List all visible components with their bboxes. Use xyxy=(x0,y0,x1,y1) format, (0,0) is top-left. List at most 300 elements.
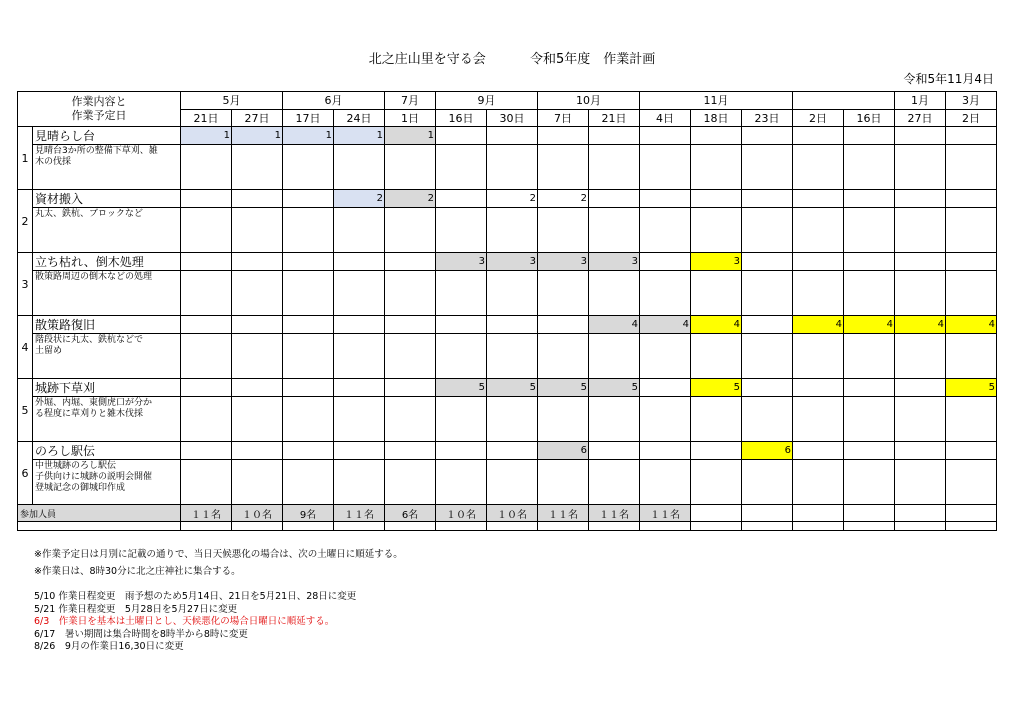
empty-cell xyxy=(283,460,334,505)
schedule-cell xyxy=(181,253,232,271)
schedule-cell: 5 xyxy=(538,379,589,397)
task-description-line: 外堀、内堀、東側虎口が分か xyxy=(35,398,153,408)
empty-cell xyxy=(589,397,640,442)
empty-cell xyxy=(283,334,334,379)
empty-cell xyxy=(844,460,895,505)
plan-title: 令和5年度 作業計画 xyxy=(529,52,656,67)
day-header: 7日 xyxy=(538,109,589,127)
empty-cell xyxy=(946,145,997,190)
empty-cell xyxy=(283,397,334,442)
task-title: 資材搬入 xyxy=(33,190,181,208)
schedule-cell xyxy=(334,442,385,460)
schedule-cell xyxy=(742,253,793,271)
empty-cell xyxy=(385,460,436,505)
month-header: 11月 xyxy=(640,92,793,110)
schedule-cell xyxy=(436,442,487,460)
empty-cell xyxy=(946,334,997,379)
change-log xyxy=(34,591,356,654)
schedule-cell: 5 xyxy=(436,379,487,397)
empty-cell xyxy=(385,522,436,531)
schedule-cell: 1 xyxy=(283,127,334,145)
change-line: 6/17 暑い期間は集合時間を8時半から8時に変更 xyxy=(34,628,248,640)
empty-cell xyxy=(283,145,334,190)
day-header: 4日 xyxy=(640,109,691,127)
schedule-cell: 4 xyxy=(640,316,691,334)
schedule-cell xyxy=(793,442,844,460)
task-description-line: る程度に草刈りと雑木伐採 xyxy=(35,409,144,419)
schedule-cell xyxy=(283,379,334,397)
attendance-label: 参加人員 xyxy=(18,505,181,522)
empty-cell xyxy=(691,145,742,190)
day-header: 16日 xyxy=(436,109,487,127)
task-title: 散策路復旧 xyxy=(33,316,181,334)
empty-cell xyxy=(589,460,640,505)
schedule-cell xyxy=(946,442,997,460)
empty-cell xyxy=(844,522,895,531)
schedule-cell xyxy=(385,442,436,460)
empty-cell xyxy=(334,208,385,253)
task-description xyxy=(33,334,181,379)
empty-cell xyxy=(793,522,844,531)
attendance-count: 9名 xyxy=(283,505,334,522)
empty-cell xyxy=(232,208,283,253)
empty-cell xyxy=(436,460,487,505)
schedule-cell xyxy=(742,127,793,145)
empty-cell xyxy=(487,208,538,253)
attendance-count xyxy=(793,505,844,522)
corner-label xyxy=(18,92,181,127)
schedule-cell: 4 xyxy=(691,316,742,334)
empty-cell xyxy=(436,334,487,379)
empty-cell xyxy=(538,208,589,253)
schedule-cell xyxy=(589,190,640,208)
task-title-row xyxy=(18,127,997,145)
schedule-cell xyxy=(793,127,844,145)
empty-cell xyxy=(385,145,436,190)
attendance-count: １１名 xyxy=(538,505,589,522)
empty-cell xyxy=(844,271,895,316)
empty-cell xyxy=(181,271,232,316)
schedule-cell xyxy=(487,442,538,460)
schedule-cell: 2 xyxy=(334,190,385,208)
empty-cell xyxy=(895,208,946,253)
schedule-cell xyxy=(946,127,997,145)
schedule-cell xyxy=(895,190,946,208)
empty-cell xyxy=(436,271,487,316)
schedule-cell: 1 xyxy=(232,127,283,145)
schedule-cell xyxy=(691,127,742,145)
empty-cell xyxy=(844,334,895,379)
schedule-cell xyxy=(232,253,283,271)
month-header: 5月 xyxy=(181,92,283,110)
schedule-table xyxy=(17,91,997,531)
schedule-cell xyxy=(181,316,232,334)
corner-label-line2: 作業予定日 xyxy=(71,109,127,122)
day-header: 2日 xyxy=(793,109,844,127)
schedule-cell xyxy=(232,379,283,397)
empty-cell xyxy=(436,397,487,442)
note-line: ※作業予定日は月別に記載の通りで、当日天候悪化の場合は、次の土曜日に順延する。 xyxy=(34,549,403,560)
schedule-cell: 5 xyxy=(691,379,742,397)
attendance-count xyxy=(742,505,793,522)
schedule-cell: 3 xyxy=(487,253,538,271)
empty-cell xyxy=(640,397,691,442)
empty-cell xyxy=(691,271,742,316)
day-header: 23日 xyxy=(742,109,793,127)
attendance-count: １１名 xyxy=(181,505,232,522)
schedule-cell xyxy=(487,316,538,334)
day-header: 21日 xyxy=(181,109,232,127)
empty-cell xyxy=(742,208,793,253)
attendance-count: １１名 xyxy=(640,505,691,522)
empty-cell xyxy=(793,397,844,442)
empty-cell xyxy=(844,208,895,253)
notes xyxy=(34,546,403,580)
empty-cell xyxy=(742,334,793,379)
schedule-cell xyxy=(640,127,691,145)
schedule-cell xyxy=(436,190,487,208)
empty-cell xyxy=(742,397,793,442)
task-desc-row xyxy=(18,334,997,379)
schedule-cell xyxy=(946,190,997,208)
empty-cell xyxy=(334,145,385,190)
schedule-cell xyxy=(385,379,436,397)
schedule-cell: 2 xyxy=(538,190,589,208)
empty-cell xyxy=(742,522,793,531)
empty-cell xyxy=(487,334,538,379)
schedule-cell: 1 xyxy=(385,127,436,145)
empty-cell xyxy=(538,397,589,442)
empty-cell xyxy=(895,397,946,442)
day-header: 2日 xyxy=(946,109,997,127)
schedule-cell xyxy=(640,442,691,460)
change-line: 5/10 作業日程変更 雨予想のため5月14日、21日を5月21日、28日に変更 xyxy=(34,591,357,602)
schedule-cell: 4 xyxy=(895,316,946,334)
empty-cell xyxy=(640,460,691,505)
schedule-cell: 4 xyxy=(844,316,895,334)
empty-cell xyxy=(232,397,283,442)
month-header: 10月 xyxy=(538,92,640,110)
month-header: 7月 xyxy=(385,92,436,110)
attendance-count xyxy=(946,505,997,522)
schedule-cell xyxy=(538,127,589,145)
schedule-cell xyxy=(742,379,793,397)
schedule-cell xyxy=(844,190,895,208)
schedule-cell xyxy=(181,379,232,397)
schedule-cell xyxy=(895,442,946,460)
month-header: 3月 xyxy=(946,92,997,110)
attendance-count xyxy=(844,505,895,522)
task-title: のろし駅伝 xyxy=(33,442,181,460)
schedule-cell: 3 xyxy=(436,253,487,271)
schedule-cell xyxy=(334,379,385,397)
attendance-count: １１名 xyxy=(334,505,385,522)
schedule-cell xyxy=(742,316,793,334)
empty-cell xyxy=(691,460,742,505)
task-description-line: 登城記念の御城印作成 xyxy=(35,483,126,493)
empty-cell xyxy=(946,522,997,531)
schedule-cell xyxy=(436,127,487,145)
month-header: 6月 xyxy=(283,92,385,110)
empty-cell xyxy=(589,271,640,316)
schedule-cell xyxy=(793,379,844,397)
empty-cell xyxy=(487,145,538,190)
empty-cell xyxy=(793,145,844,190)
task-title-row xyxy=(18,316,997,334)
day-header: 17日 xyxy=(283,109,334,127)
task-description-line: 土留め xyxy=(35,346,63,356)
task-description xyxy=(33,460,181,505)
corner-label-line1: 作業内容と xyxy=(71,95,127,108)
empty-cell xyxy=(232,145,283,190)
empty-cell xyxy=(895,460,946,505)
empty-cell xyxy=(793,271,844,316)
empty-cell xyxy=(589,522,640,531)
empty-cell xyxy=(589,208,640,253)
schedule-cell: 3 xyxy=(538,253,589,271)
schedule-cell: 6 xyxy=(742,442,793,460)
schedule-cell xyxy=(283,442,334,460)
schedule-cell xyxy=(283,316,334,334)
empty-cell xyxy=(538,271,589,316)
empty-cell xyxy=(283,271,334,316)
empty-cell xyxy=(640,208,691,253)
task-desc-row xyxy=(18,397,997,442)
schedule-cell: 4 xyxy=(793,316,844,334)
change-line: 5/21 作業日程変更 5月28日を5月27日に変更 xyxy=(34,603,238,615)
empty-cell xyxy=(385,334,436,379)
schedule-cell xyxy=(334,316,385,334)
attendance-count xyxy=(895,505,946,522)
empty-cell xyxy=(334,397,385,442)
task-number: 5 xyxy=(18,379,33,442)
empty-cell xyxy=(640,271,691,316)
schedule-cell xyxy=(895,253,946,271)
schedule-cell xyxy=(385,253,436,271)
schedule-cell xyxy=(232,442,283,460)
task-description-line: 散策路周辺の倒木などの処理 xyxy=(35,272,153,282)
schedule-cell xyxy=(844,379,895,397)
empty-cell xyxy=(691,397,742,442)
schedule-cell xyxy=(844,127,895,145)
day-header: 18日 xyxy=(691,109,742,127)
empty-cell xyxy=(181,334,232,379)
task-description xyxy=(33,208,181,253)
empty-cell xyxy=(691,334,742,379)
empty-cell xyxy=(793,334,844,379)
schedule-cell xyxy=(334,253,385,271)
empty-cell xyxy=(232,271,283,316)
empty-cell xyxy=(538,145,589,190)
schedule-cell xyxy=(283,253,334,271)
schedule-cell: 5 xyxy=(946,379,997,397)
empty-cell xyxy=(283,208,334,253)
empty-cell xyxy=(334,334,385,379)
schedule-cell xyxy=(691,190,742,208)
empty-cell xyxy=(538,334,589,379)
empty-cell xyxy=(691,522,742,531)
empty-cell xyxy=(895,271,946,316)
task-desc-row xyxy=(18,208,997,253)
empty-cell xyxy=(334,271,385,316)
empty-cell xyxy=(385,208,436,253)
task-title: 見晴らし台 xyxy=(33,127,181,145)
schedule-cell: 4 xyxy=(946,316,997,334)
schedule-cell xyxy=(691,442,742,460)
empty-cell xyxy=(385,271,436,316)
empty-cell xyxy=(640,334,691,379)
schedule-cell xyxy=(538,316,589,334)
attendance-count: １１名 xyxy=(589,505,640,522)
empty-cell xyxy=(181,522,232,531)
empty-cell xyxy=(487,397,538,442)
org-name: 北之庄山里を守る会 xyxy=(368,52,486,67)
task-description xyxy=(33,397,181,442)
empty-cell xyxy=(844,397,895,442)
schedule-cell xyxy=(844,442,895,460)
task-desc-row xyxy=(18,145,997,190)
empty-cell xyxy=(895,145,946,190)
empty-cell xyxy=(181,145,232,190)
empty-cell xyxy=(334,522,385,531)
empty-cell xyxy=(283,522,334,531)
empty-cell xyxy=(793,460,844,505)
attendance-count: １０名 xyxy=(436,505,487,522)
schedule-cell: 1 xyxy=(334,127,385,145)
empty-cell xyxy=(538,522,589,531)
empty-cell xyxy=(232,460,283,505)
task-number: 2 xyxy=(18,190,33,253)
schedule-cell xyxy=(436,316,487,334)
attendance-count: １０名 xyxy=(487,505,538,522)
empty-cell xyxy=(232,522,283,531)
empty-cell xyxy=(946,208,997,253)
schedule-cell xyxy=(895,127,946,145)
change-line: 8/26 9月の作業日16,30日に変更 xyxy=(34,641,184,652)
day-header: 30日 xyxy=(487,109,538,127)
attendance-count: 6名 xyxy=(385,505,436,522)
empty-cell xyxy=(436,208,487,253)
task-description-line: 子供向けに城跡の説明会開催 xyxy=(35,472,153,482)
empty-cell xyxy=(640,145,691,190)
empty-cell xyxy=(793,208,844,253)
schedule-cell: 1 xyxy=(181,127,232,145)
schedule-cell xyxy=(283,190,334,208)
task-description-line: 見晴台3か所の整備下草刈、雑 xyxy=(35,146,158,156)
task-description xyxy=(33,145,181,190)
schedule-cell xyxy=(793,253,844,271)
task-number: 4 xyxy=(18,316,33,379)
empty-cell xyxy=(18,522,181,531)
empty-cell xyxy=(589,334,640,379)
schedule-cell xyxy=(232,316,283,334)
empty-cell xyxy=(691,208,742,253)
schedule-cell xyxy=(793,190,844,208)
document-title xyxy=(0,48,1024,67)
schedule-cell xyxy=(181,190,232,208)
task-desc-row xyxy=(18,271,997,316)
schedule-cell xyxy=(946,253,997,271)
schedule-cell xyxy=(589,127,640,145)
schedule-cell: 4 xyxy=(589,316,640,334)
task-title-row xyxy=(18,190,997,208)
schedule-cell: 3 xyxy=(691,253,742,271)
day-header: 16日 xyxy=(844,109,895,127)
empty-cell xyxy=(742,271,793,316)
schedule-cell xyxy=(640,190,691,208)
schedule-cell xyxy=(181,442,232,460)
empty-cell xyxy=(181,397,232,442)
document-date: 令和5年11月4日 xyxy=(903,72,994,86)
day-header: 27日 xyxy=(232,109,283,127)
schedule-cell xyxy=(232,190,283,208)
empty-cell xyxy=(946,271,997,316)
task-description-line: 丸太、鉄杭、ブロックなど xyxy=(35,209,143,219)
day-header: 27日 xyxy=(895,109,946,127)
month-header xyxy=(793,92,895,110)
schedule-cell xyxy=(895,379,946,397)
empty-cell xyxy=(640,522,691,531)
empty-cell xyxy=(538,460,589,505)
schedule-cell xyxy=(640,253,691,271)
note-line: ※作業日は、8時30分に北之庄神社に集合する。 xyxy=(34,566,241,577)
schedule-cell: 3 xyxy=(589,253,640,271)
empty-cell xyxy=(895,334,946,379)
schedule-cell xyxy=(487,127,538,145)
schedule-cell xyxy=(742,190,793,208)
task-description xyxy=(33,271,181,316)
attendance-row xyxy=(18,505,997,522)
day-header: 1日 xyxy=(385,109,436,127)
empty-cell xyxy=(385,397,436,442)
schedule-cell: 2 xyxy=(487,190,538,208)
empty-cell xyxy=(946,397,997,442)
task-number: 1 xyxy=(18,127,33,190)
schedule-cell: 5 xyxy=(487,379,538,397)
empty-cell xyxy=(232,334,283,379)
empty-cell xyxy=(742,145,793,190)
empty-cell xyxy=(436,522,487,531)
month-header-row xyxy=(18,92,997,110)
empty-cell xyxy=(742,460,793,505)
empty-cell xyxy=(334,460,385,505)
empty-cell xyxy=(844,145,895,190)
month-header: 9月 xyxy=(436,92,538,110)
schedule-cell xyxy=(640,379,691,397)
task-desc-row xyxy=(18,460,997,505)
task-description-line: 階段状に丸太、鉄杭などで xyxy=(35,335,144,345)
task-number: 3 xyxy=(18,253,33,316)
empty-cell xyxy=(487,271,538,316)
change-line: 6/3 作業日を基本は土曜日とし、天候悪化の場合日曜日に順延する。 xyxy=(34,616,335,627)
empty-cell xyxy=(181,208,232,253)
task-title: 城跡下草刈 xyxy=(33,379,181,397)
task-description-line: 木の伐採 xyxy=(35,157,72,167)
empty-cell xyxy=(589,145,640,190)
task-title-row xyxy=(18,253,997,271)
empty-cell xyxy=(487,460,538,505)
task-number: 6 xyxy=(18,442,33,505)
empty-cell xyxy=(487,522,538,531)
schedule-cell: 6 xyxy=(538,442,589,460)
task-title-row xyxy=(18,442,997,460)
attendance-count: １０名 xyxy=(232,505,283,522)
schedule-cell xyxy=(589,442,640,460)
empty-cell xyxy=(895,522,946,531)
empty-cell xyxy=(436,145,487,190)
schedule-cell xyxy=(844,253,895,271)
blank-row xyxy=(18,522,997,531)
